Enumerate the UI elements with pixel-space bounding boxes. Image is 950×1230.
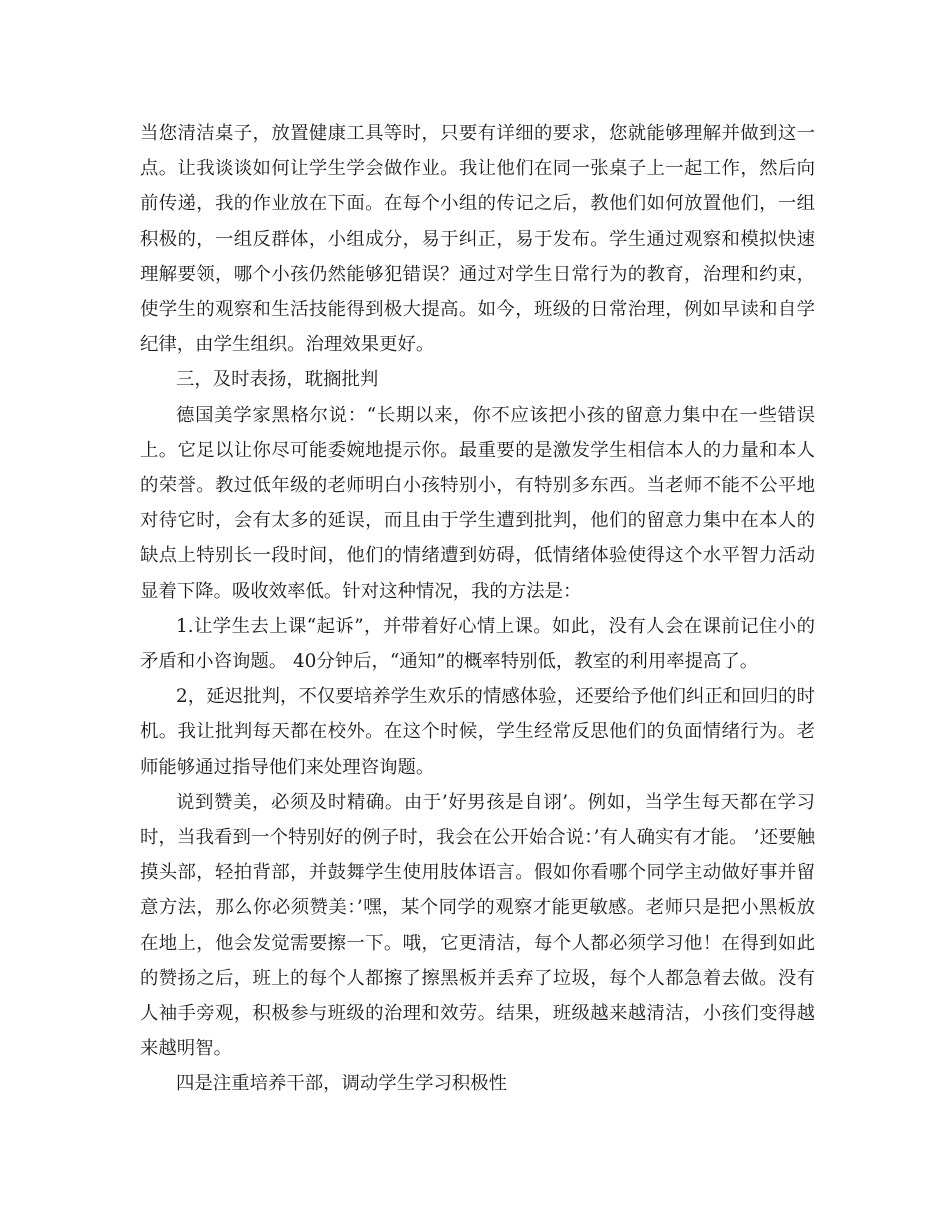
paragraph-hegel-quote: 德国美学家黑格尔说：“长期以来，你不应该把小孩的留意力集中在一些错误上。它足以让你尽可能委婉地提示你。最重要的是激发学生相信本人的力量和本人的荣誉。教过低年级的老师明白小孩特别小，有特别多东西。当老师不能不公平地对待它时，会有太多的延误，而且由于学生遭到批判，他们的留意力集中在本人的缺点上特别长一段时间，他们的情绪遭到妨碍，低情绪体验使得这个水平智力活动显着下降。吸收效率低。针对这种情况，我的方法是：	[140, 404, 815, 602]
document-body	[140, 116, 815, 1102]
section-heading-4: 四是注重培养干部，调动学生学习积极性	[176, 1073, 508, 1095]
paragraph-praise: 说到赞美，必须及时精确。由于’好男孩是自诩’。例如，当学生每天都在学习时，当我看到一个特别好的例子时，我会在公开始合说：’有人确实有才能。 ’还要触摸头部，轻拍背部，并鼓舞学生使用肢体语言。假如你看哪个同学主动做好事并留意方法，那么你必须赞美：’嘿，某个同学的观察才能更敏感。老师只是把小黑板放在地上，他会发觉需要擦一下。哦，它更清洁，每个人都必须学习他！在得到如此的赞扬之后，班上的每个人都擦了擦黑板并丢弃了垃圾，每个人都急着去做。没有人袖手旁观，积极参与班级的治理和效劳。结果，班级越来越清洁，小孩们变得越来越明智。	[140, 791, 815, 1060]
paragraph-1: 当您清洁桌子，放置健康工具等时，只要有详细的要求，您就能够理解并做到这一点。让我谈谈如何让学生学会做作业。我让他们在同一张桌子上一起工作，然后向前传递，我的作业放在下面。在每个小组的传记之后，教他们如何放置他们，一组积极的，一组反群体，小组成分，易于纠正，易于发布。学生通过观察和模拟快速理解要领，哪个小孩仍然能够犯错误？通过对学生日常行为的教育，治理和约束，使学生的观察和生活技能得到极大提高。如今，班级的日常治理，例如早读和自学纪律，由学生组织。治理效果更好。	[140, 123, 815, 356]
section-heading-3: 三，及时表扬，耽搁批判	[176, 369, 379, 391]
paragraph-method-1: 1.让学生去上课“起诉”，并带着好心情上课。如此，没有人会在课前记住小的矛盾和小咨询题。 40分钟后，“通知”的概率特别低，教室的利用率提高了。	[140, 615, 815, 673]
paragraph-method-2: 2，延迟批判，不仅要培养学生欢乐的情感体验，还要给予他们纠正和回归的时机。我让批判每天都在校外。在这个时候，学生经常反思他们的负面情绪行为。老师能够通过指导他们来处理咨询题。	[140, 686, 815, 778]
